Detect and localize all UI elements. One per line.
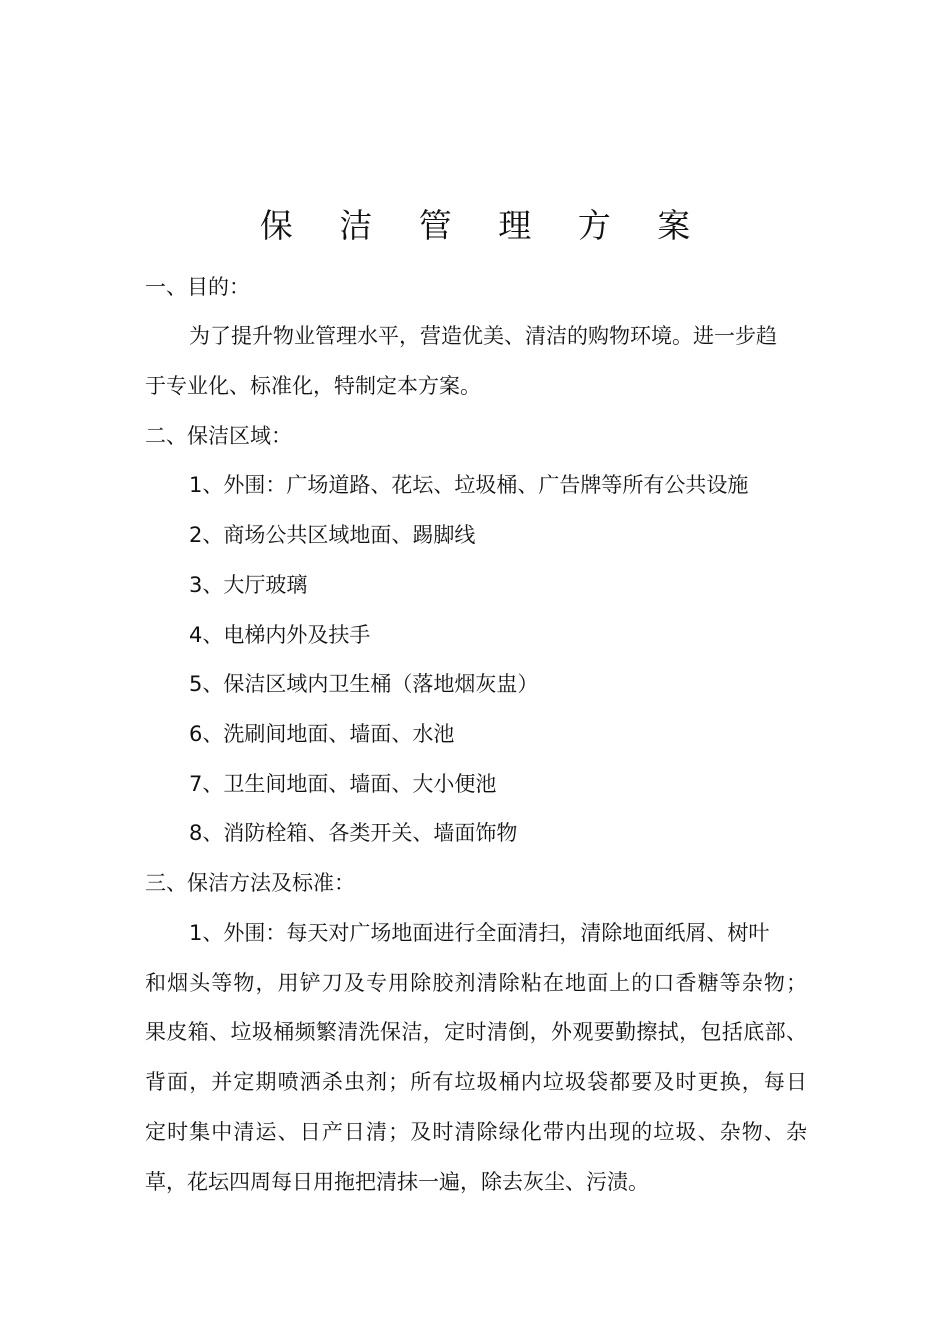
list-item: 5、保洁区域内卫生桶（落地烟灰盅）	[189, 672, 539, 696]
paragraph-line: 果皮箱、垃圾桶频繁清洗保洁，定时清倒，外观要勤擦拭，包括底部、	[145, 1020, 807, 1044]
list-item: 3、大厅玻璃	[189, 573, 308, 597]
list-item: 7、卫生间地面、墙面、大小便池	[189, 772, 497, 796]
list-item: 6、洗刷间地面、墙面、水池	[189, 722, 455, 746]
paragraph-line: 背面，并定期喷洒杀虫剂；所有垃圾桶内垃圾袋都要及时更换，每日	[145, 1070, 807, 1094]
list-item: 1、外围：广场道路、花坛、垃圾桶、广告牌等所有公共设施	[189, 473, 749, 497]
paragraph-line: 于专业化、标准化，特制定本方案。	[145, 374, 481, 398]
list-item: 4、电梯内外及扶手	[189, 623, 371, 647]
paragraph-line: 和烟头等物，用铲刀及专用除胶剂清除粘在地面上的口香糖等杂物；	[145, 971, 807, 995]
list-item: 2、商场公共区域地面、踢脚线	[189, 523, 476, 547]
section-heading-methods: 三、保洁方法及标准：	[145, 871, 355, 895]
paragraph-line: 为了提升物业管理水平，营造优美、清洁的购物环境。进一步趋	[189, 324, 777, 348]
section-heading-areas: 二、保洁区域：	[145, 424, 292, 448]
paragraph-line: 草，花坛四周每日用拖把清抹一遍，除去灰尘、污渍。	[145, 1170, 649, 1194]
paragraph-line: 定时集中清运、日产日清；及时清除绿化带内出现的垃圾、杂物、杂	[145, 1120, 807, 1144]
document-title: 保 洁 管 理 方 案	[259, 206, 709, 245]
list-item: 8、消防栓箱、各类开关、墙面饰物	[189, 821, 518, 845]
paragraph-line: 1、外围：每天对广场地面进行全面清扫，清除地面纸屑、树叶	[189, 921, 770, 945]
section-heading-purpose: 一、目的：	[145, 275, 250, 299]
